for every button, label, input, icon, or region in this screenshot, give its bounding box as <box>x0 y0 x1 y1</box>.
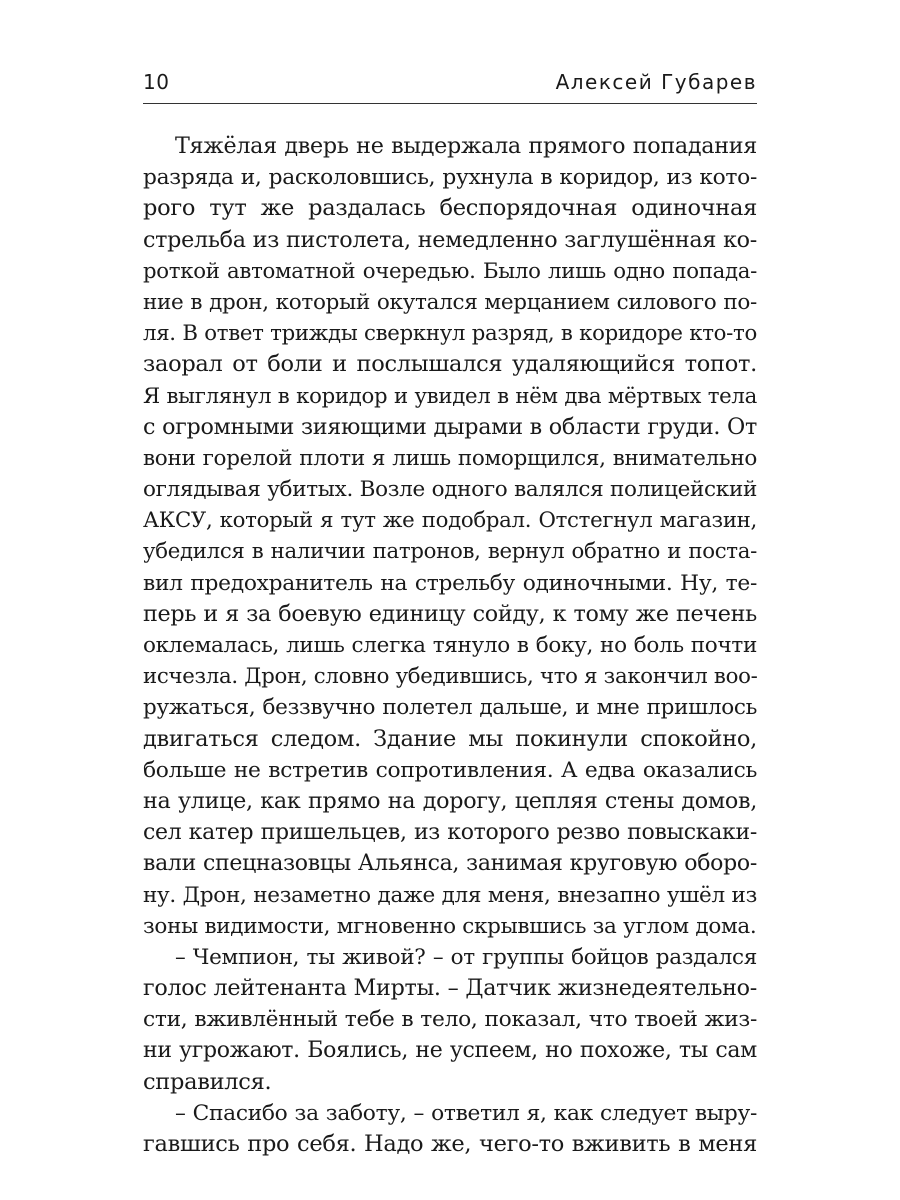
text-line: на улице, как прямо на дорогу, цепляя стены домов, <box>143 787 757 814</box>
paragraph <box>143 1098 757 1160</box>
text-line: ружаться, беззвучно полетел дальше, и мне пришлось <box>143 695 757 721</box>
running-header <box>143 64 757 100</box>
text-line: вони горелой плоти я лишь поморщился, внимательно <box>143 445 757 471</box>
text-line: справился. <box>143 1068 272 1095</box>
text-line: вали спецназовцы Альянса, занимая круговую оборо- <box>143 851 757 877</box>
text-line: ля. В ответ трижды сверкнул разряд, в коридоре кто-то <box>143 321 757 347</box>
text-line: сел катер пришельцев, из которого резво повыскаки- <box>143 820 757 846</box>
author-name: Алексей Губарев <box>555 70 757 94</box>
text-line: голос лейтенанта Мирты. – Датчик жизнедеятельно- <box>143 975 757 1002</box>
text-line: роткой автоматной очередью. Было лишь одно попада- <box>143 258 757 284</box>
text-line: перь и я за боевую единицу сойду, к тому же печень <box>143 600 757 627</box>
text-line: двигаться следом. Здание мы покинули спокойно, <box>143 725 757 752</box>
body-text <box>143 131 757 1160</box>
text-line: вил предохранитель на стрельбу одиночными. Ну, те- <box>143 570 757 596</box>
paragraph <box>143 942 757 1098</box>
header-divider <box>143 103 757 104</box>
text-line: АКСУ, который я тут же подобрал. Отстегнул магазин, <box>143 508 757 534</box>
text-line: больше не встретив сопротивления. А едва оказались <box>143 757 757 783</box>
text-line: с огромными зияющими дырами в области груди. От <box>143 413 757 440</box>
text-line: оклемалась, лишь слегка тянуло в боку, но боль почти <box>143 633 757 658</box>
text-line: гавшись про себя. Надо же, чего-то вживить в меня <box>143 1131 757 1157</box>
text-line: ние в дрон, который окутался мерцанием силового по- <box>143 289 757 315</box>
text-line: разряда и, расколовшись, рухнула в коридор, из кото- <box>143 165 757 191</box>
text-line: оглядывая убитых. Возле одного валялся полицейский <box>143 477 757 503</box>
text-line: стрельба из пистолета, немедленно заглушённая ко- <box>143 226 757 253</box>
text-line: Тяжёлая дверь не выдержала прямого попадания <box>175 133 757 159</box>
text-line: исчезла. Дрон, словно убедившись, что я закончил воо- <box>143 664 758 690</box>
paragraph <box>143 131 757 942</box>
text-line: убедился в наличии патронов, вернул обратно и поста- <box>143 539 757 565</box>
text-line: сти, вживлённый тебе в тело, показал, что твоей жиз- <box>143 1007 757 1033</box>
page-number: 10 <box>143 70 170 94</box>
text-line: зоны видимости, мгновенно скрывшись за углом дома. <box>143 913 757 939</box>
text-line: ни угрожают. Боялись, не успеем, но похоже, ты сам <box>143 1038 757 1064</box>
text-line: ну. Дрон, незаметно даже для меня, внезапно ушёл из <box>143 882 757 908</box>
text-line: Я выглянул в коридор и увидел в нём два мёртвых тела <box>143 383 757 409</box>
text-line: – Чемпион, ты живой? – от группы бойцов раздался <box>175 944 757 970</box>
text-line: – Спасибо за заботу, – ответил я, как следует выру- <box>175 1100 757 1126</box>
text-line: заорал от боли и послышался удаляющийся топот. <box>143 351 757 378</box>
text-line: рого тут же раздалась беспорядочная одиночная <box>143 195 757 222</box>
